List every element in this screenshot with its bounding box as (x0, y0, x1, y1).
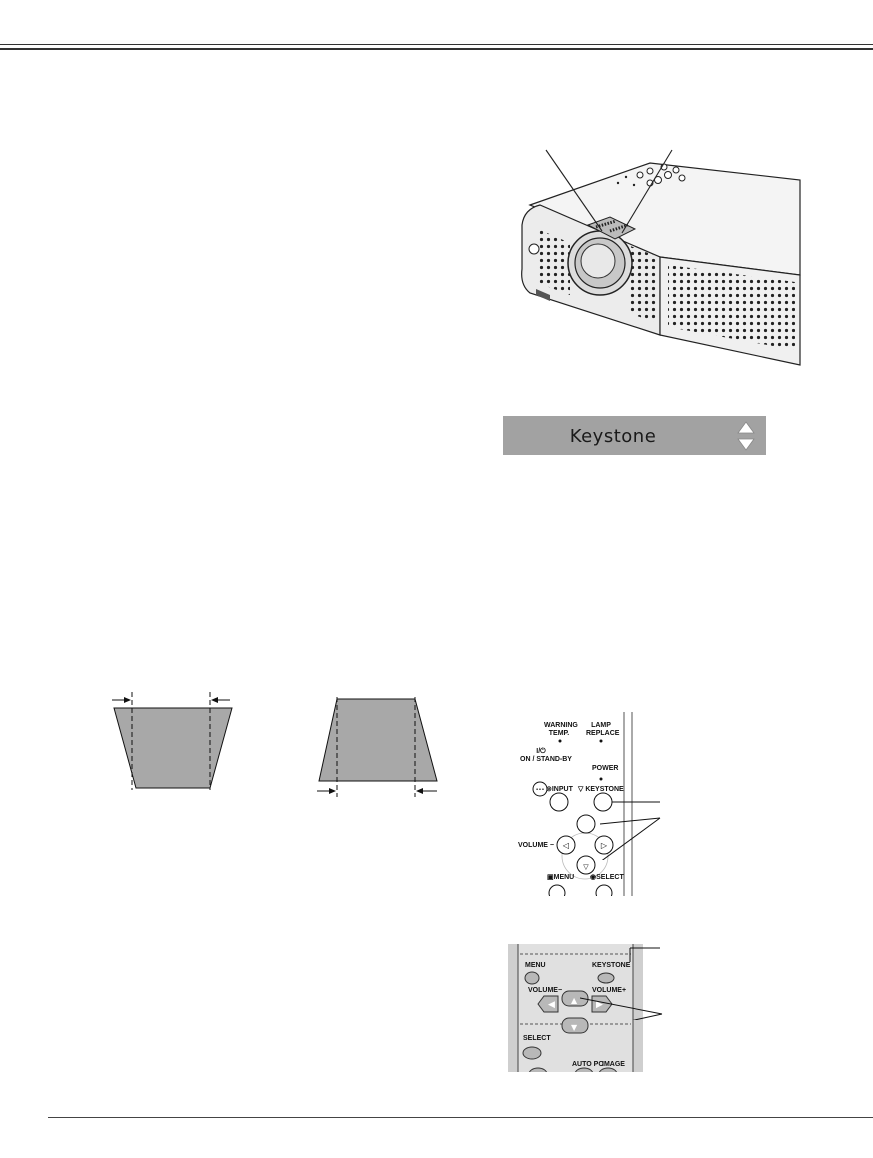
replace-label: REPLACE (586, 730, 620, 737)
panel-callout-lines (600, 790, 672, 860)
svg-text:◁: ◁ (562, 841, 570, 850)
svg-text:▶: ▶ (596, 1000, 603, 1010)
temp-label: TEMP. (548, 730, 570, 737)
svg-text:•••: ••• (535, 787, 545, 793)
svg-text:▼: ▼ (571, 1023, 578, 1032)
footer-rule (48, 1117, 873, 1118)
on-standby-symbol: I/⏻ (536, 748, 546, 755)
remote-menu-label: MENU (525, 962, 546, 969)
keystone-indicator (503, 416, 766, 455)
svg-text:▽: ▽ (583, 863, 589, 871)
remote-volume-plus-label: VOLUME+ (592, 987, 627, 994)
up-down-triangles-icon (736, 421, 756, 451)
volume-label: VOLUME − (518, 842, 554, 849)
remote-volume-minus-label: VOLUME− (528, 987, 563, 994)
keystone-trapezoid-top-wide (108, 690, 238, 795)
power-label: POWER (592, 765, 619, 772)
down-button[interactable] (577, 856, 595, 874)
svg-text:▲: ▲ (571, 996, 578, 1005)
remote-auto-pc-label: AUTO PC (572, 1061, 604, 1068)
keystone-trapezoid-bottom-wide (315, 695, 445, 800)
warning-label: WARNING (544, 722, 578, 729)
on-standby-text: ON / STAND-BY (520, 756, 572, 763)
svg-text:◀: ◀ (548, 1000, 555, 1010)
remote-callout-lines (580, 940, 672, 1020)
lamp-label: LAMP (591, 722, 611, 729)
header-double-rule (0, 44, 873, 50)
projector-illustration (510, 145, 810, 370)
lamp-replace-indicator (586, 722, 620, 738)
select-label: ◉SELECT (590, 874, 624, 881)
svg-text:▷: ▷ (600, 841, 608, 850)
menu-label: ▣MENU (547, 874, 575, 881)
remote-keystone-label: KEYSTONE (592, 962, 631, 969)
remote-select-label: SELECT (523, 1035, 551, 1042)
remote-image-label: IMAGE (602, 1061, 625, 1068)
on-standby-label (520, 748, 572, 764)
remote-down-button[interactable] (562, 1018, 588, 1033)
input-label: ⊚INPUT (546, 786, 573, 793)
warning-temp-indicator (544, 722, 578, 738)
up-button[interactable] (577, 815, 595, 833)
keystone-label-panel: ▽ KEYSTONE (578, 786, 624, 793)
keystone-label: Keystone (569, 426, 657, 447)
